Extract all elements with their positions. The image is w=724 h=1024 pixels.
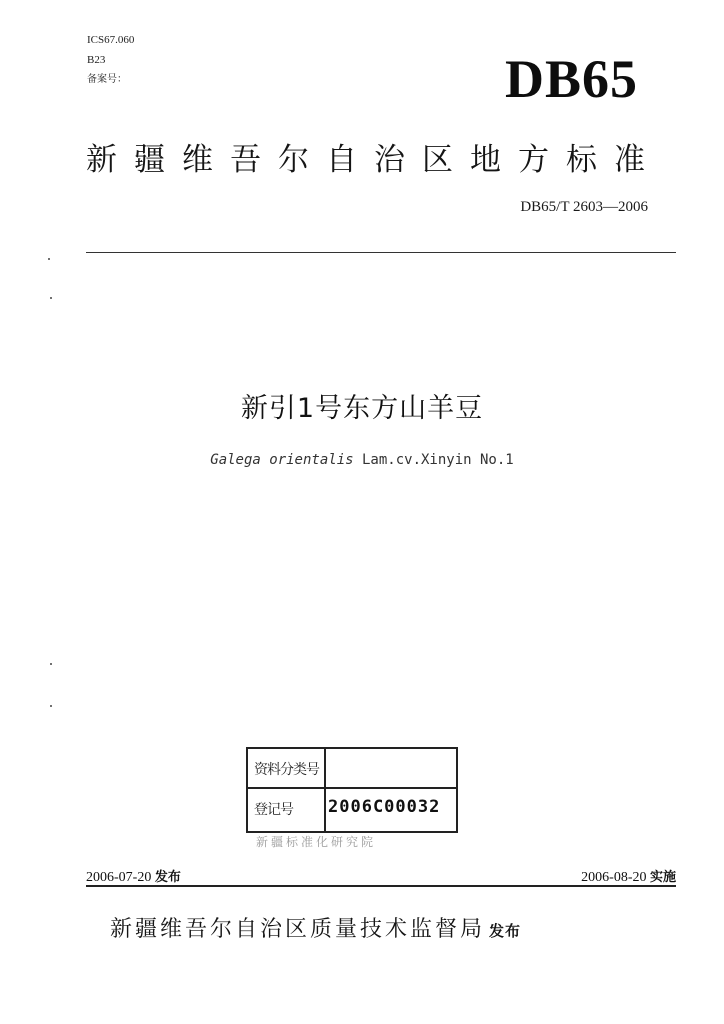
issuer-name: 新疆维吾尔自治区质量技术监督局 [110,917,486,942]
bottom-divider [86,885,676,887]
stamp-institution-text: 新疆标准化研究院 [256,835,377,849]
issuing-authority [110,912,521,943]
scan-speck [50,297,52,299]
stamp-registration-label: 登记号 [254,802,293,818]
standard-type-heading: 新疆维吾尔自治区地方标准 [86,142,662,178]
ics-code: ICS67.060 [87,34,135,46]
stamp-registration-value: 2006C00032 [328,797,441,817]
registration-stamp [246,747,456,852]
implement-label: 实施 [649,870,676,885]
top-divider [86,252,676,253]
issuer-suffix: 发布 [489,922,522,940]
document-title: 新引1号东方山羊豆 [240,393,484,424]
publish-date: 2006-07-20 [86,870,152,885]
stamp-column-divider [324,749,326,831]
scan-speck [50,705,52,707]
publish-date-block [86,866,181,886]
record-number-label: 备案号： [87,74,127,85]
latin-genus-species: Galega orientalis [210,452,354,468]
implement-date-block [581,866,676,886]
stamp-classification-label: 资料分类号 [254,762,319,778]
publish-label: 发布 [154,870,181,885]
scan-speck [48,258,50,260]
cultivar-name: Lam.cv.Xinyin No.1 [353,452,514,468]
stamp-table [246,747,458,833]
implement-date: 2006-08-20 [581,870,647,885]
document-subtitle [0,452,724,468]
classification-code: B23 [87,54,106,66]
standard-logo: DB65 [504,49,638,109]
standard-number: DB65/T 2603—2006 [520,199,648,215]
scan-speck [50,663,52,665]
